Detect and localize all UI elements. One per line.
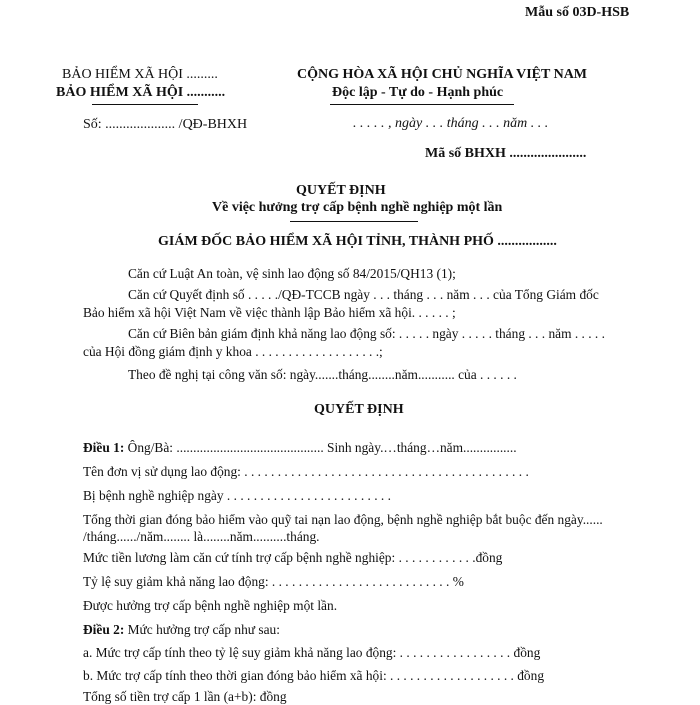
article-1-person-text: Ông/Bà: ............................................ Sinh ngày.…tháng…năm................ xyxy=(124,440,517,455)
basis-assessment-line-2: của Hội đồng giám định y khoa . . . . . . . . . . . . . . . . . . .; xyxy=(83,344,383,359)
article-1-period-line-1: Tổng thời gian đóng bảo hiểm vào quỹ tai nạn lao động, bệnh nghề nghiệp bắt buộc đến ngày...... xyxy=(83,512,603,527)
article-2-intro xyxy=(83,622,280,638)
motto-underline xyxy=(330,104,514,105)
article-2-item-b: b. Mức trợ cấp tính theo thời gian đóng bảo hiểm xã hội: . . . . . . . . . . . . . . . . . . . đồng xyxy=(83,668,545,683)
decision-subtitle: Về việc hưởng trợ cấp bệnh nghề nghiệp một lần xyxy=(212,200,503,215)
basis-assessment-line-1: Căn cứ Biên bản giám định khả năng lao động số: . . . . . ngày . . . . . tháng . . . năm . . . . . xyxy=(128,326,605,341)
article-1-label: Điều 1: xyxy=(83,440,125,455)
basis-proposal: Theo đề nghị tại công văn số: ngày.......tháng........năm........... của . . . . . . xyxy=(128,367,517,382)
agency-line-1: BẢO HIỂM XÃ HỘI ......... xyxy=(62,67,218,82)
article-2-total: Tổng số tiền trợ cấp 1 lần (a+b): đồng xyxy=(83,689,287,704)
nation-title: CỘNG HÒA XÃ HỘI CHỦ NGHĨA VIỆT NAM xyxy=(297,67,588,82)
place-date: . . . . . , ngày . . . tháng . . . năm . . . xyxy=(353,116,549,131)
article-2-item-a: a. Mức trợ cấp tính theo tỷ lệ suy giảm khả năng lao động: . . . . . . . . . . . . . . . . . đồng xyxy=(83,645,541,660)
decide-heading: QUYẾT ĐỊNH xyxy=(314,402,404,417)
article-1-person xyxy=(83,440,517,456)
article-1-disease-date: Bị bệnh nghề nghiệp ngày . . . . . . . . . . . . . . . . . . . . . . . . . xyxy=(83,488,391,503)
article-1-entitled: Được hưởng trợ cấp bệnh nghề nghiệp một lần. xyxy=(83,598,338,613)
article-2-label: Điều 2: xyxy=(83,622,125,637)
bhxh-code: Mã số BHXH ...................... xyxy=(425,146,587,161)
form-code: Mẫu số 03D-HSB xyxy=(525,5,630,20)
subtitle-underline xyxy=(290,221,418,222)
decision-number: Số: .................... /QĐ-BHXH xyxy=(83,117,248,132)
article-1-reduction: Tỷ lệ suy giảm khả năng lao động: . . . . . . . . . . . . . . . . . . . . . . . . . . . % xyxy=(83,574,464,589)
decision-title: QUYẾT ĐỊNH xyxy=(296,183,386,198)
basis-law: Căn cứ Luật An toàn, vệ sinh lao động số 84/2015/QH13 (1); xyxy=(128,266,456,281)
basis-decision-line-1: Căn cứ Quyết định số . . . . ./QĐ-TCCB ngày . . . tháng . . . năm . . . của Tổng Giám đốc xyxy=(128,287,599,302)
agency-line-2: BẢO HIỂM XÃ HỘI ........... xyxy=(56,85,226,100)
nation-motto: Độc lập - Tự do - Hạnh phúc xyxy=(332,85,504,100)
article-1-employer: Tên đơn vị sử dụng lao động: . . . . . . . . . . . . . . . . . . . . . . . . . . . . . . . . . . . . . . . . . . . xyxy=(83,464,529,479)
agency-underline xyxy=(92,104,198,105)
article-2-intro-text: Mức hưởng trợ cấp như sau: xyxy=(124,622,280,637)
article-1-period-line-2: /tháng....../năm........ là........năm..........tháng. xyxy=(83,529,320,544)
issuer: GIÁM ĐỐC BẢO HIỂM XÃ HỘI TỈNH, THÀNH PHỐ ................. xyxy=(158,234,557,249)
basis-decision-line-2: Bảo hiểm xã hội Việt Nam về việc thành lập Bảo hiểm xã hội. . . . . . ; xyxy=(83,305,456,320)
article-1-salary: Mức tiền lương làm căn cứ tính trợ cấp bệnh nghề nghiệp: . . . . . . . . . . . .đồng xyxy=(83,550,503,565)
